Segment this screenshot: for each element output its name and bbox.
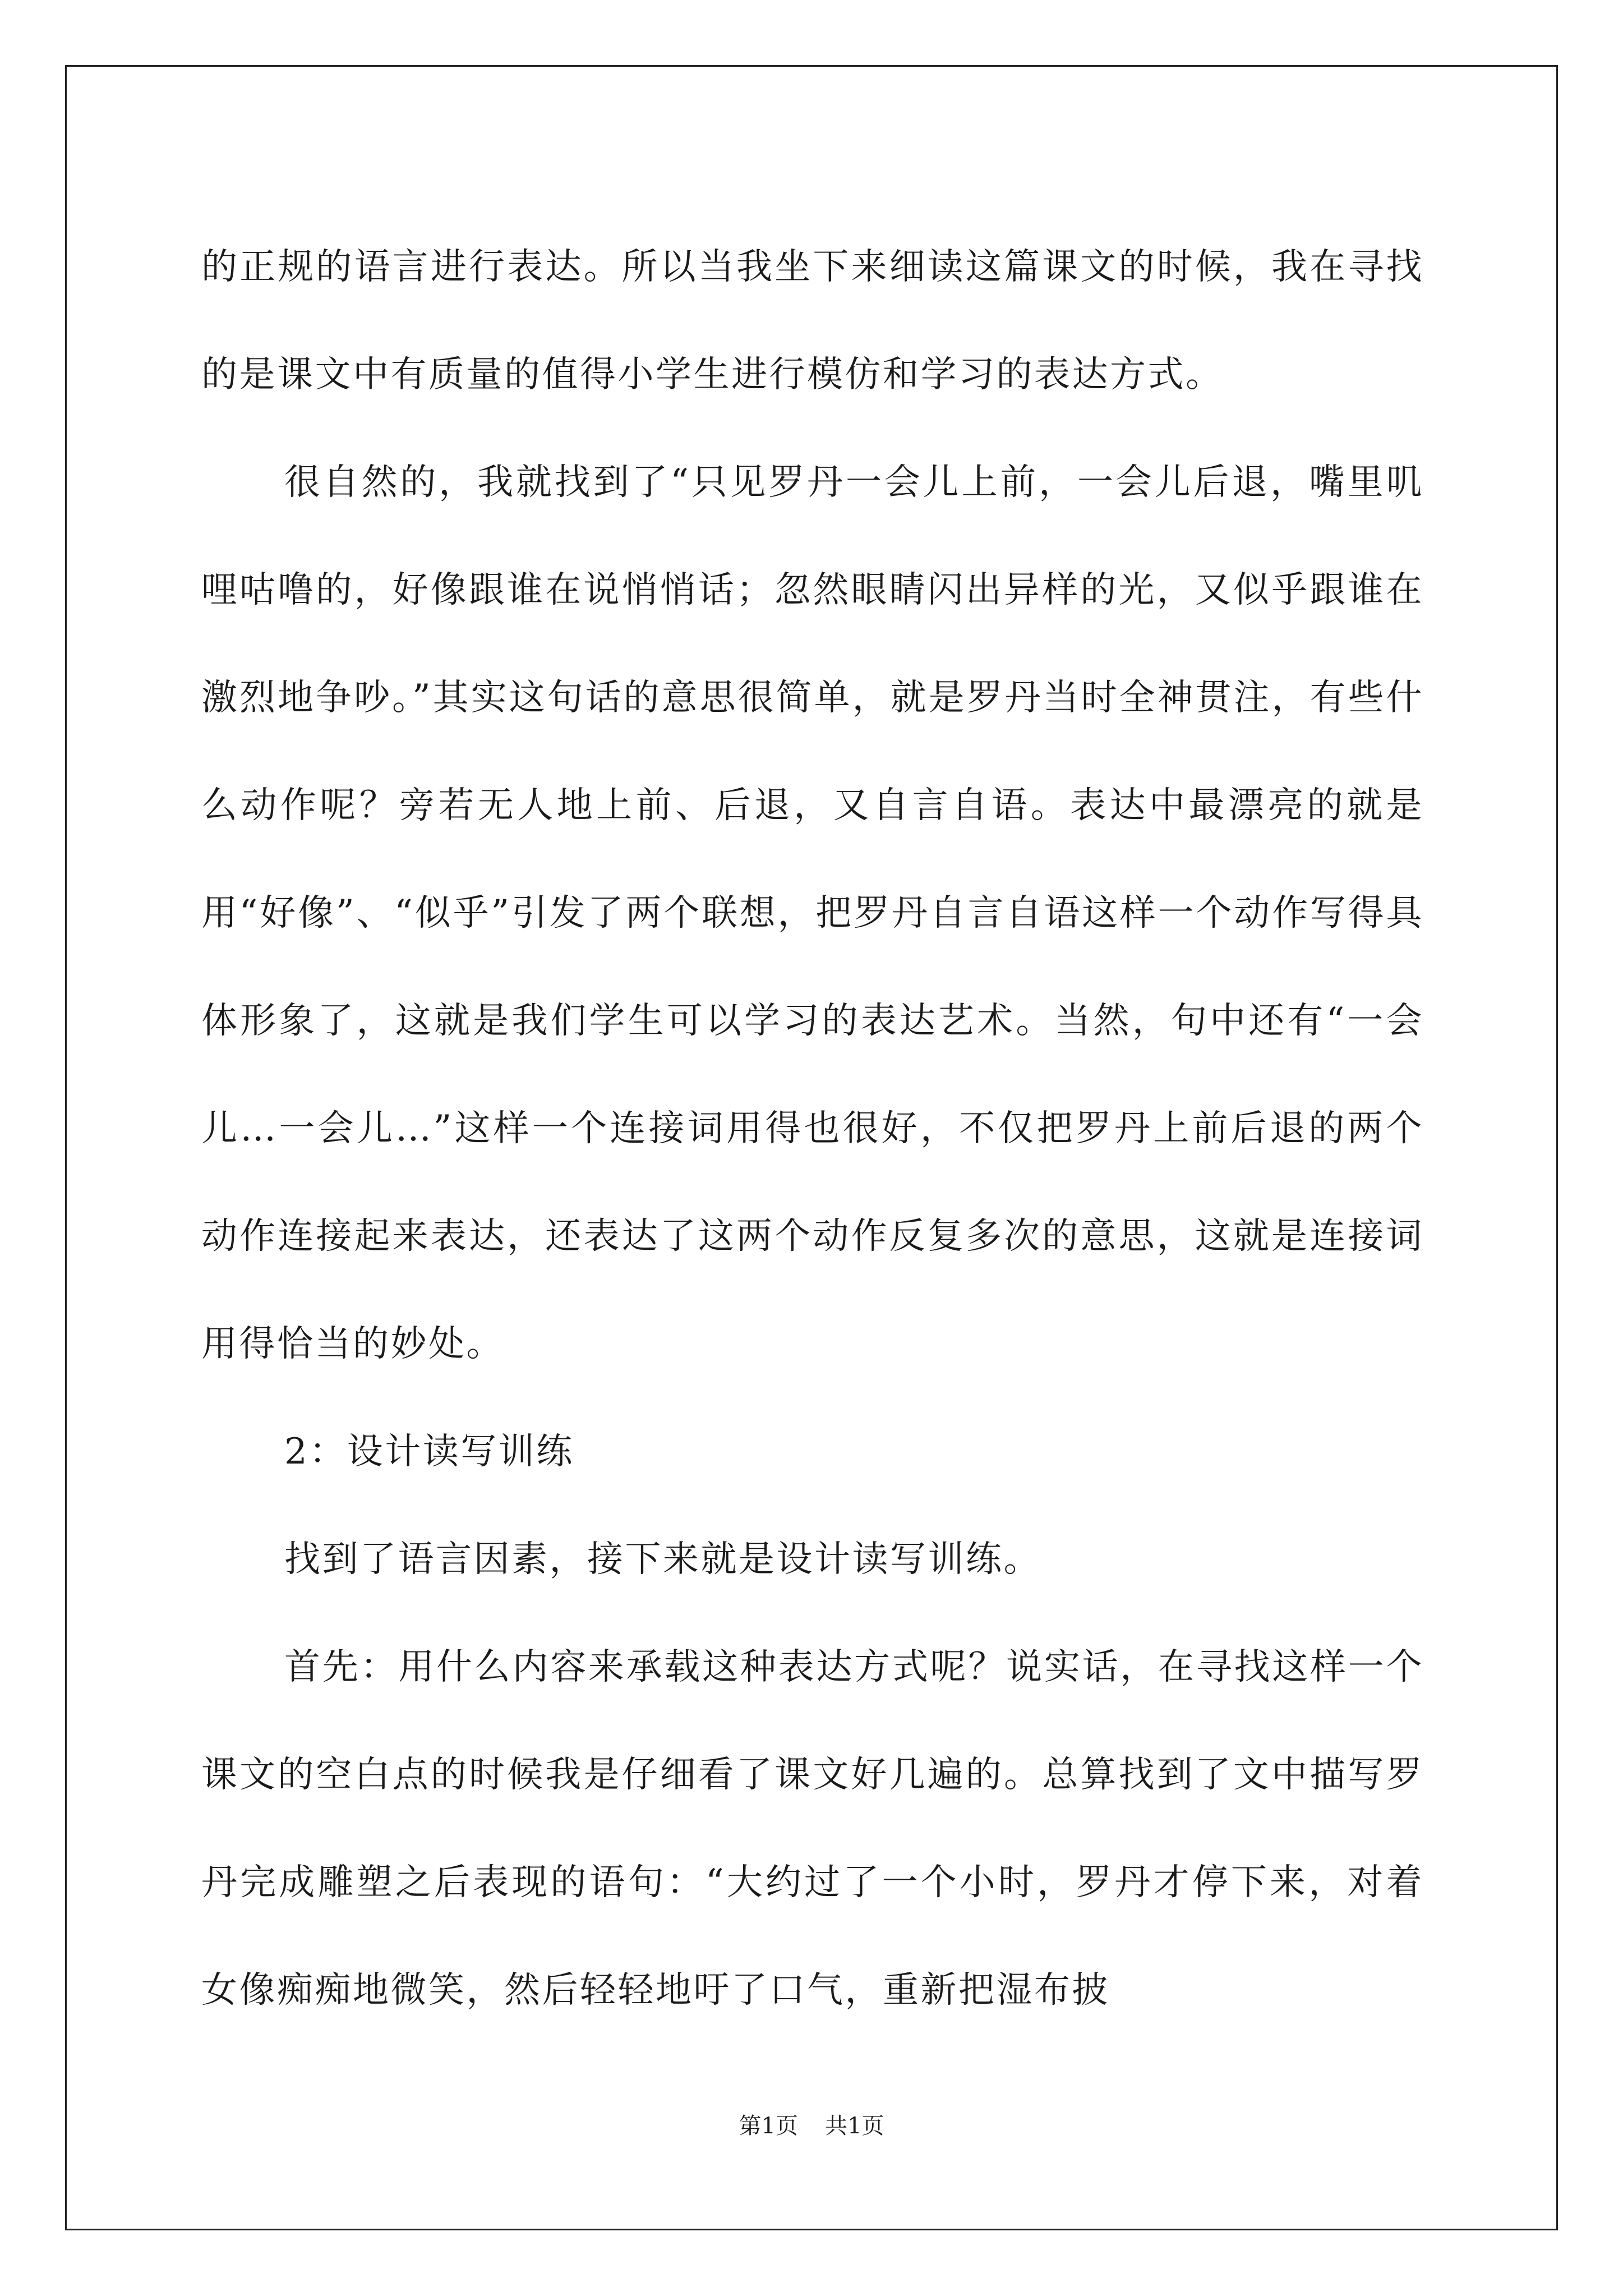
page-footer bbox=[0, 2109, 1623, 2143]
section-heading: 2：设计读写训练 bbox=[284, 1431, 574, 1473]
page-number: 第1页 bbox=[739, 2113, 798, 2139]
paragraph-4: 首先：用什么内容来承载这种表达方式呢？说实话，在寻找这样一个课文的空白点的时候我是仔细看了课文好几遍的。总算找到了文中描写罗丹完成雕塑之后表现的语句：“大约过了一个小时，罗丹才停下来，对着女像痴痴地微笑，然后轻轻地吁了口气，重新把湿布披 bbox=[201, 1646, 1424, 2011]
paragraph-2: 很自然的，我就找到了“只见罗丹一会儿上前，一会儿后退，嘴里叽哩咕噜的，好像跟谁在说悄悄话；忽然眼睛闪出异样的光，又似乎跟谁在激烈地争吵。”其实这句话的意思很简单，就是罗丹当时全神贯注，有些什么动作呢？旁若无人地上前、后退，又自言自语。表达中最漂亮的就是用“好像”、“似乎”引发了两个联想，把罗丹自言自语这样一个动作写得具体形象了，这就是我们学生可以学习的表达艺术。当然，句中还有“一会儿…一会儿…”这样一个连接词用得也很好，不仅把罗丹上前后退的两个动作连接起来表达，还表达了这两个动作反复多次的意思，这就是连接词用得恰当的妙处。 bbox=[201, 462, 1424, 1365]
paragraph-1: 的正规的语言进行表达。所以当我坐下来细读这篇课文的时候，我在寻找的是课文中有质量的值得小学生进行模仿和学习的表达方式。 bbox=[201, 246, 1424, 395]
paragraph-3: 找到了语言因素，接下来就是设计读写训练。 bbox=[284, 1539, 1041, 1580]
document-body bbox=[201, 213, 1424, 2044]
page-total: 共1页 bbox=[825, 2113, 884, 2139]
